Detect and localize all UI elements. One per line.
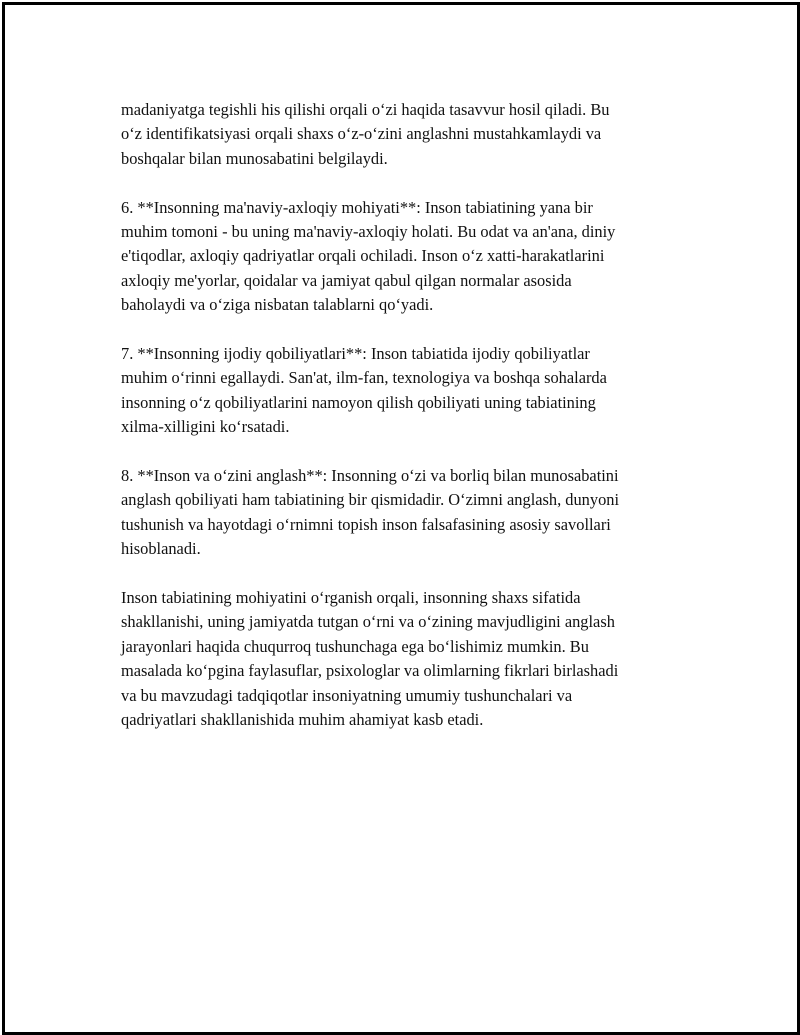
paragraph-conclusion: Inson tabiatining mohiyatini o‘rganish orqali, insonning shaxs sifatida shakllanishi, uning jamiyatda tutgan o‘rni va o‘zining mavjudligini anglash jarayonlari haqida chuqurroq tushunchaga ega bo‘lishimiz mumkin. Bu masalada ko‘pgina faylasuflar, psixologlar va olimlarning fikrlari birlashadi va bu mavzudagi tadqiqotlar insoniyatning umumiy tushunchalari va qadriyatlari shakllanishida muhim ahamiyat kasb etadi. — [121, 588, 619, 730]
paragraph-6-spiritual-moral: 6. **Insonning ma'naviy-axloqiy mohiyati**: Inson tabiatining yana bir muhim tomoni - bu uning ma'naviy-axloqiy holati. Bu odat va an'ana, diniy e'tiqodlar, axloqiy qadriyatlar orqali ochiladi. Inson o‘z xatti-harakatlarini axloqiy me'yorlar, qoidalar va jamiyat qabul qilgan normalar asosida baholaydi va o‘ziga nisbatan talablarni qo‘yadi. — [121, 197, 616, 315]
document-body — [121, 98, 701, 733]
paragraph-intro: madaniyatga tegishli his qilishi orqali o‘zi haqida tasavvur hosil qiladi. Bu o‘z identifikatsiyasi orqali shaxs o‘z-o‘zini anglashni mustahkamlaydi va boshqalar bilan munosabatini belgilaydi. — [121, 100, 610, 168]
page-frame — [2, 2, 800, 1035]
paragraph-7-creative-abilities: 7. **Insonning ijodiy qobiliyatlari**: Inson tabiatida ijodiy qobiliyatlar muhim o‘rinni egallaydi. San'at, ilm-fan, texnologiya va boshqa sohalarda insonning o‘z qobiliyatlarini namoyon qilish qobiliyati uning tabiatining xilma-xilligini ko‘rsatadi. — [121, 344, 607, 437]
paragraph-8-self-awareness: 8. **Inson va o‘zini anglash**: Insonning o‘zi va borliq bilan munosabatini anglash qobiliyati ham tabiatining bir qismidadir. O‘zimni anglash, dunyoni tushunish va hayotdagi o‘rnimni topish inson falsafasining asosiy savollari hisoblanadi. — [121, 466, 620, 559]
